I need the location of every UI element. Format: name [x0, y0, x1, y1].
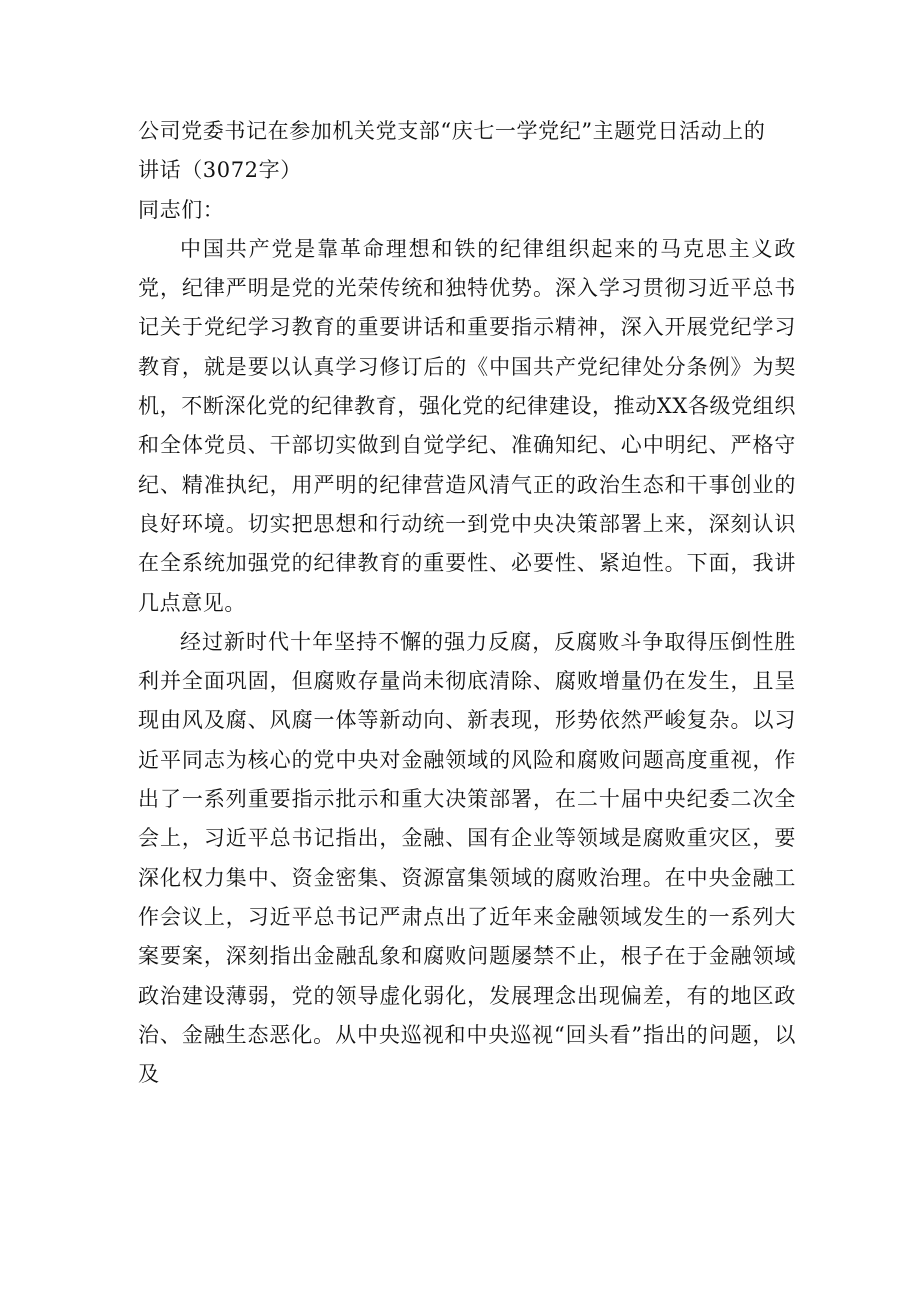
document-body	[138, 112, 796, 1094]
document-title-line-1: 公司党委书记在参加机关党支部“庆七一学党纪”主题党日活动上的	[138, 119, 766, 143]
document-title-line-2: 讲话（3072字）	[138, 158, 302, 183]
greeting: 同志们：	[138, 197, 225, 222]
paragraph-2: 经过新时代十年坚持不懈的强力反腐，反腐败斗争取得压倒性胜利并全面巩固，但腐败存量尚未彻底清除、腐败增量仍在发生，且呈现由风及腐、风腐一体等新动向、新表现，形势依然严峻复杂。以习近平同志为核心的党中央对金融领域的风险和腐败问题高度重视，作出了一系列重要指示批示和重大决策部署，在二十届中央纪委二次全会上，习近平总书记指出，金融、国有企业等领域是腐败重灾区，要深化权力集中、资金密集、资源富集领域的腐败治理。在中央金融工作会议上，习近平总书记严肃点出了近年来金融领域发生的一系列大案要案，深刻指出金融乱象和腐败问题屡禁不止，根子在于金融领域政治建设薄弱，党的领导虚化弱化，发展理念出现偏差，有的地区政治、金融生态恶化。从中央巡视和中央巡视“回头看”指出的问题，以及	[138, 629, 796, 1087]
paragraph-1: 中国共产党是靠革命理想和铁的纪律组织起来的马克思主义政党，纪律严明是党的光荣传统和独特优势。深入学习贯彻习近平总书记关于党纪学习教育的重要讲话和重要指示精神，深入开展党纪学习教育，就是要以认真学习修订后的《中国共产党纪律处分条例》为契机，不断深化党的纪律教育，强化党的纪律建设，推动XX各级党组织和全体党员、干部切实做到自觉学纪、准确知纪、心中明纪、严格守纪、精准执纪，用严明的纪律营造风清气正的政治生态和干事创业的良好环境。切实把思想和行动统一到党中央决策部署上来，深刻认识在全系统加强党的纪律教育的重要性、必要性、紧迫性。下面，我讲几点意见。	[138, 236, 796, 615]
